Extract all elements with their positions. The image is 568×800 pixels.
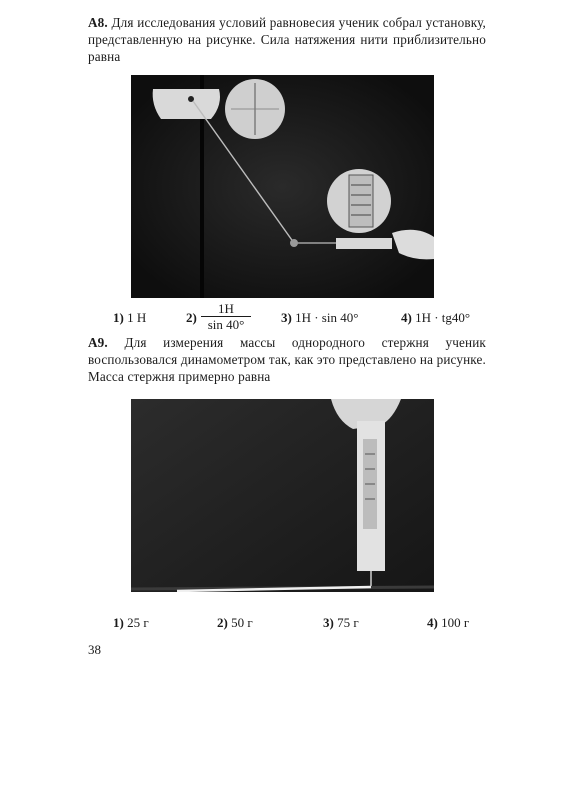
answer-a8-2[interactable] — [186, 310, 197, 326]
answer-a9-3[interactable] — [323, 615, 359, 631]
answer-text: 1Н · tg40° — [415, 310, 471, 325]
answer-a8-4[interactable] — [401, 310, 470, 326]
answer-label: 4) — [427, 615, 438, 630]
question-a9-text — [88, 334, 486, 385]
question-a9-body: Для измерения массы однородного стержня ученик воспользовался динамометром так, как это представлено на рисунке. Масса стержня примерно равна — [88, 335, 486, 384]
equilibrium-setup-photo — [131, 75, 434, 298]
answer-label: 2) — [217, 615, 228, 630]
answer-text: 50 г — [231, 615, 253, 630]
rod-dynamometer-illustration — [131, 399, 434, 607]
answer-text: 25 г — [127, 615, 149, 630]
answer-text: 100 г — [441, 615, 470, 630]
answer-label: 4) — [401, 310, 412, 325]
answer-label: 3) — [323, 615, 334, 630]
answer-a8-3[interactable] — [281, 310, 358, 326]
answer-text: 75 г — [337, 615, 359, 630]
answer-text: 1 Н — [127, 310, 147, 325]
answer-a9-4[interactable] — [427, 615, 469, 631]
answer-label: 3) — [281, 310, 292, 325]
equilibrium-setup-illustration — [131, 75, 434, 298]
question-a9-number: А9. — [88, 335, 108, 350]
protractor-dial — [153, 89, 220, 119]
question-a8-number: A8. — [88, 15, 108, 30]
answer-label: 1) — [113, 310, 124, 325]
question-a8-text — [88, 14, 486, 65]
rod-dynamometer-photo — [131, 399, 434, 607]
answer-text: 1Н · sin 40° — [295, 310, 359, 325]
fraction-numerator: 1Н — [201, 302, 251, 317]
page-number: 38 — [88, 642, 101, 657]
answer-a9-1[interactable] — [113, 615, 149, 631]
answers-a9 — [113, 615, 485, 635]
answer-a8-1[interactable] — [113, 310, 146, 326]
dynamometer — [336, 238, 392, 249]
fraction-denominator: sin 40° — [207, 317, 245, 332]
answer-a9-2[interactable] — [217, 615, 253, 631]
answer-label: 2) — [186, 310, 197, 325]
answers-a8 — [113, 301, 485, 335]
question-a8-body: Для исследования условий равновесия ученик собрал установку, представленную на рисунке. Сила натяжения нити приблизительно равна — [88, 15, 486, 64]
weight — [290, 239, 298, 247]
answer-a8-2-fraction — [201, 302, 251, 332]
answer-label: 1) — [113, 615, 124, 630]
